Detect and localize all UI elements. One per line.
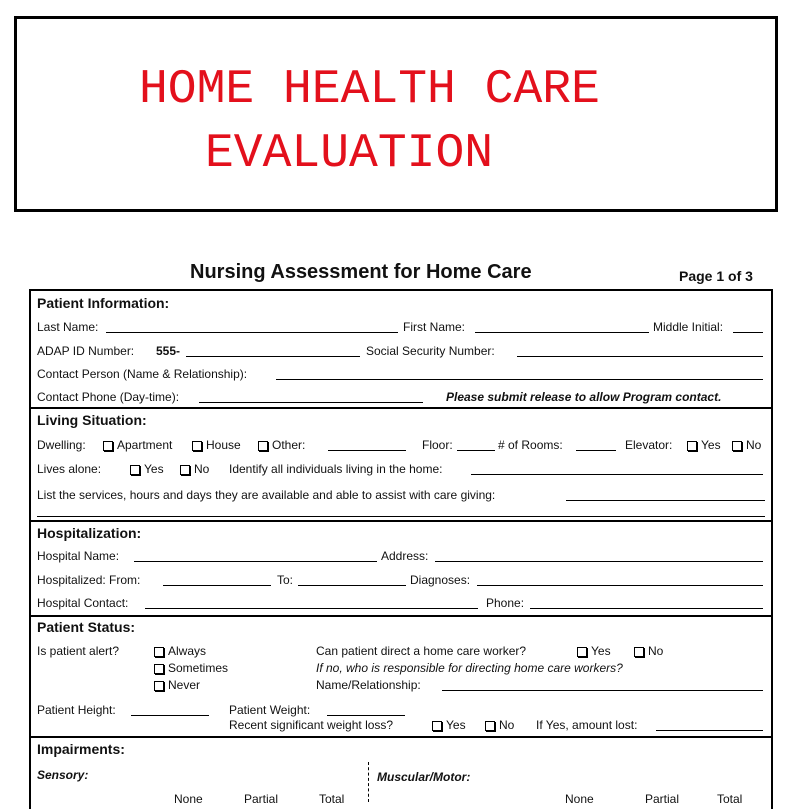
floor-field[interactable] xyxy=(457,450,495,451)
divider xyxy=(29,520,773,522)
alert-always-checkbox[interactable] xyxy=(154,644,206,658)
yes-label: Yes xyxy=(701,438,721,452)
amount-lost-field[interactable] xyxy=(656,730,763,731)
first-name-label: First Name: xyxy=(403,320,466,334)
adap-prefix: 555- xyxy=(156,344,181,358)
section-hospitalization: Hospitalization: xyxy=(37,525,142,541)
height-label: Patient Height: xyxy=(37,703,116,717)
checkbox-icon xyxy=(154,664,164,674)
diagnoses-label: Diagnoses: xyxy=(410,573,471,587)
checkbox-icon xyxy=(130,465,140,475)
lives-alone-yes-checkbox[interactable] xyxy=(130,462,164,476)
apartment-checkbox[interactable] xyxy=(103,438,172,452)
checkbox-icon xyxy=(485,721,495,731)
checkbox-icon xyxy=(154,681,164,691)
if-no-note: If no, who is responsible for directing home care workers? xyxy=(316,661,623,675)
section-impairments: Impairments: xyxy=(37,741,125,757)
checkbox-icon xyxy=(732,441,742,451)
to-label: To: xyxy=(277,573,294,587)
checkbox-icon xyxy=(180,465,190,475)
other-label: Other: xyxy=(272,438,306,452)
dwelling-label: Dwelling: xyxy=(37,438,86,452)
lives-alone-label: Lives alone: xyxy=(37,462,102,476)
address-field[interactable] xyxy=(435,561,763,562)
checkbox-icon xyxy=(192,441,202,451)
services-field[interactable] xyxy=(566,500,765,501)
hospital-name-label: Hospital Name: xyxy=(37,549,120,563)
apartment-label: Apartment xyxy=(117,438,173,452)
contact-person-field[interactable] xyxy=(276,379,763,380)
checkbox-icon xyxy=(103,441,113,451)
alert-sometimes-checkbox[interactable] xyxy=(154,661,228,675)
middle-initial-label: Middle Initial: xyxy=(653,320,724,334)
motor-col-partial: Partial xyxy=(645,792,680,806)
adap-id-label: ADAP ID Number: xyxy=(37,344,135,358)
release-note: Please submit release to allow Program contact. xyxy=(446,390,722,404)
motor-col-none: None xyxy=(565,792,594,806)
services-label: List the services, hours and days they are available and able to assist with care giving: xyxy=(37,488,496,502)
weight-field[interactable] xyxy=(327,715,405,716)
adap-id-field[interactable] xyxy=(186,356,360,357)
hospitalized-to-field[interactable] xyxy=(298,585,406,586)
other-field[interactable] xyxy=(328,450,406,451)
hospital-contact-label: Hospital Contact: xyxy=(37,596,129,610)
sensory-col-none: None xyxy=(174,792,203,806)
title-banner xyxy=(14,16,778,212)
contact-phone-label: Contact Phone (Day-time): xyxy=(37,390,180,404)
yes-label: Yes xyxy=(591,644,611,658)
elevator-yes-checkbox[interactable] xyxy=(687,438,721,452)
checkbox-icon xyxy=(687,441,697,451)
last-name-field[interactable] xyxy=(106,332,398,333)
divider xyxy=(29,615,773,617)
name-relationship-label: Name/Relationship: xyxy=(316,678,421,692)
checkbox-icon xyxy=(577,647,587,657)
hospitalized-from-label: Hospitalized: From: xyxy=(37,573,141,587)
rooms-field[interactable] xyxy=(576,450,616,451)
middle-initial-field[interactable] xyxy=(733,332,763,333)
elevator-label: Elevator: xyxy=(625,438,673,452)
lives-alone-no-checkbox[interactable] xyxy=(180,462,209,476)
phone-field[interactable] xyxy=(530,608,763,609)
page-number: Page 1 of 3 xyxy=(679,268,753,284)
ssn-field[interactable] xyxy=(517,356,763,357)
house-label: House xyxy=(206,438,241,452)
column-divider xyxy=(368,762,369,802)
section-patient-status: Patient Status: xyxy=(37,619,136,635)
divider xyxy=(29,407,773,409)
weight-loss-yes-checkbox[interactable] xyxy=(432,718,466,732)
banner-title-line-2: EVALUATION xyxy=(205,127,494,181)
weight-label: Patient Weight: xyxy=(229,703,311,717)
banner-title-line-1: HOME HEALTH CARE xyxy=(139,63,600,117)
other-checkbox[interactable] xyxy=(258,438,305,452)
never-label: Never xyxy=(168,678,201,692)
amount-lost-label: If Yes, amount lost: xyxy=(536,718,638,732)
no-label: No xyxy=(194,462,210,476)
section-patient-information: Patient Information: xyxy=(37,295,170,311)
muscular-motor-heading: Muscular/Motor: xyxy=(377,770,471,784)
identify-individuals-label: Identify all individuals living in the home: xyxy=(229,462,443,476)
checkbox-icon xyxy=(432,721,442,731)
section-living-situation: Living Situation: xyxy=(37,412,147,428)
yes-label: Yes xyxy=(144,462,164,476)
contact-person-label: Contact Person (Name & Relationship): xyxy=(37,367,248,381)
ssn-label: Social Security Number: xyxy=(366,344,495,358)
weight-loss-no-checkbox[interactable] xyxy=(485,718,514,732)
checkbox-icon xyxy=(634,647,644,657)
identify-individuals-field[interactable] xyxy=(471,474,763,475)
first-name-field[interactable] xyxy=(475,332,649,333)
services-field-line-2[interactable] xyxy=(37,516,765,517)
motor-col-total: Total xyxy=(717,792,743,806)
weight-loss-question: Recent significant weight loss? xyxy=(229,718,394,732)
yes-label: Yes xyxy=(446,718,466,732)
contact-phone-field[interactable] xyxy=(199,402,423,403)
document-title: Nursing Assessment for Home Care xyxy=(190,261,532,283)
phone-label: Phone: xyxy=(486,596,525,610)
house-checkbox[interactable] xyxy=(192,438,241,452)
sometimes-label: Sometimes xyxy=(168,661,229,675)
divider xyxy=(29,736,773,738)
hospital-contact-field[interactable] xyxy=(145,608,478,609)
alert-question: Is patient alert? xyxy=(37,644,120,658)
hospital-name-field[interactable] xyxy=(134,561,377,562)
height-field[interactable] xyxy=(131,715,209,716)
name-relationship-field[interactable] xyxy=(442,690,763,691)
no-label: No xyxy=(648,644,664,658)
sensory-col-total: Total xyxy=(319,792,345,806)
no-label: No xyxy=(746,438,762,452)
sensory-heading: Sensory: xyxy=(37,768,89,782)
checkbox-icon xyxy=(154,647,164,657)
elevator-no-checkbox[interactable] xyxy=(732,438,761,452)
address-label: Address: xyxy=(381,549,429,563)
direct-worker-question: Can patient direct a home care worker? xyxy=(316,644,527,658)
direct-no-checkbox[interactable] xyxy=(634,644,663,658)
hospitalized-from-field[interactable] xyxy=(163,585,271,586)
always-label: Always xyxy=(168,644,207,658)
last-name-label: Last Name: xyxy=(37,320,99,334)
rooms-label: # of Rooms: xyxy=(498,438,563,452)
floor-label: Floor: xyxy=(422,438,453,452)
no-label: No xyxy=(499,718,515,732)
checkbox-icon xyxy=(258,441,268,451)
sensory-col-partial: Partial xyxy=(244,792,279,806)
direct-yes-checkbox[interactable] xyxy=(577,644,611,658)
alert-never-checkbox[interactable] xyxy=(154,678,200,692)
diagnoses-field[interactable] xyxy=(477,585,763,586)
